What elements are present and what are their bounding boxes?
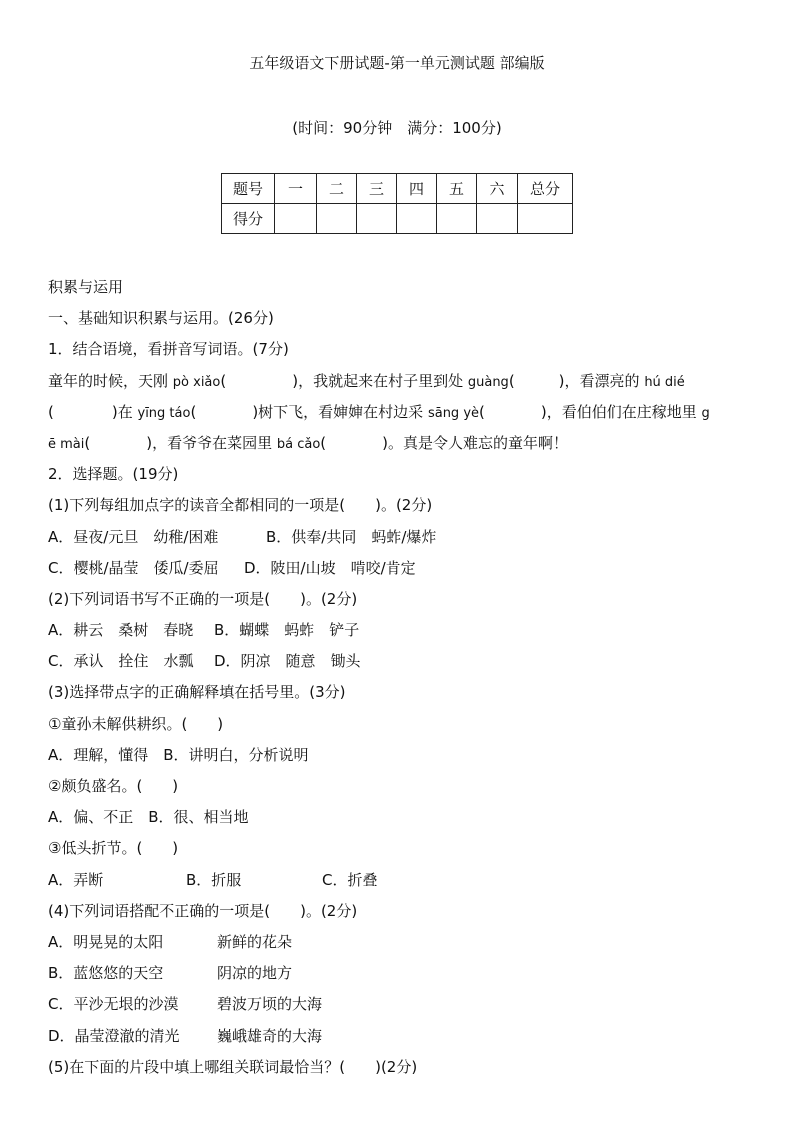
option-c-pair: 碧波万顷的大海: [217, 995, 323, 1014]
pinyin: sāng yè: [427, 405, 480, 421]
sub-question-4: (4)下列词语搭配不正确的一项是( )。(2分): [48, 901, 358, 920]
section-heading: 积累与运用: [48, 278, 124, 296]
question-text: ，看漂亮的: [564, 371, 645, 390]
score-table: [221, 173, 573, 234]
question-text: 在: [117, 402, 138, 421]
options-row: [48, 865, 748, 896]
option-a-pair: 新鲜的花朵: [217, 932, 293, 951]
answer-blank[interactable]: ( ): [84, 433, 153, 452]
score-table-score-row: [222, 204, 573, 234]
pinyin: yīng táo: [137, 405, 191, 421]
score-cell[interactable]: [518, 204, 573, 234]
score-cell[interactable]: [275, 204, 317, 234]
exam-body: [48, 272, 748, 1083]
item-1-options[interactable]: A．理解，懂得 B．讲明白，分析说明: [48, 745, 309, 764]
question-1-title: 1．结合语境，看拼音写词语。(7分): [48, 340, 289, 359]
options-row: [48, 989, 748, 1020]
option-c[interactable]: C．平沙无垠的沙漠: [48, 995, 179, 1014]
pinyin: g: [701, 405, 710, 421]
pinyin: hú dié: [644, 374, 685, 390]
sub-question-2: (2)下列词语书写不正确的一项是( )。(2分): [48, 589, 358, 608]
item-1: ①童孙未解供耕织。( ): [48, 714, 224, 733]
question-2-title: 2．选择题。(19分): [48, 465, 179, 484]
answer-blank[interactable]: ( ): [48, 402, 118, 421]
item-3: ③低头折节。( ): [48, 839, 179, 858]
table-header-cell: 六: [477, 174, 518, 204]
question-text: ，看伯伯们在庄稼地里: [546, 402, 702, 421]
exam-time-score: (时间：90分钟 满分：100分): [292, 119, 502, 137]
option-b[interactable]: B．折服: [186, 870, 242, 889]
page-title: 五年级语文下册试题-第一单元测试题 部编版: [249, 54, 545, 72]
item-2: ②颇负盛名。( ): [48, 777, 179, 795]
pinyin: bá cǎo: [276, 436, 321, 452]
option-b-pair: 阴凉的地方: [217, 964, 293, 983]
option-a[interactable]: A．弄断: [48, 870, 104, 889]
options-row: [48, 646, 748, 677]
question-text: 树下飞，看婶婶在村边采: [258, 402, 428, 421]
sub-question-5: (5)在下面的片段中填上哪组关联词最恰当？( )(2分): [48, 1057, 418, 1076]
score-cell[interactable]: [317, 204, 357, 234]
option-a[interactable]: A．耕云 桑树 春晓: [48, 621, 194, 640]
score-table-header-row: [222, 174, 573, 204]
score-cell[interactable]: [397, 204, 437, 234]
sub-question-1: (1)下列每组加点字的读音全都相同的一项是( )。(2分): [48, 496, 433, 515]
options-row: [48, 927, 748, 958]
table-header-cell: 题号: [222, 174, 275, 204]
question-1-line-3: [48, 428, 748, 459]
part-heading: 一、基础知识积累与运用。(26分): [48, 309, 274, 328]
table-header-cell: 五: [437, 174, 477, 204]
table-header-cell: 总分: [518, 174, 573, 204]
question-1-line-1: [48, 366, 748, 397]
answer-blank[interactable]: ( ): [220, 371, 299, 390]
option-c[interactable]: C．承认 拴住 水瓢: [48, 652, 194, 671]
question-text: 。真是令人难忘的童年啊！: [388, 433, 569, 452]
pinyin: guàng: [467, 374, 509, 390]
option-b[interactable]: B．供奉/共同 蚂蚱/爆炸: [266, 527, 437, 546]
score-cell[interactable]: [477, 204, 518, 234]
option-c[interactable]: C．折叠: [322, 870, 378, 889]
question-1-line-2: [48, 397, 748, 428]
option-d[interactable]: D．陂田/山坡 啃咬/肯定: [244, 558, 416, 577]
table-header-cell: 一: [275, 174, 317, 204]
answer-blank[interactable]: ( ): [479, 402, 547, 421]
options-row: [48, 958, 748, 989]
option-a[interactable]: A．昼夜/元旦 幼稚/困难: [48, 527, 219, 546]
question-text: ，看爷爷在菜园里: [152, 433, 277, 452]
answer-blank[interactable]: ( ): [508, 371, 565, 390]
score-cell[interactable]: [437, 204, 477, 234]
table-header-cell: 三: [357, 174, 397, 204]
answer-blank[interactable]: ( ): [190, 402, 259, 421]
answer-blank[interactable]: ( ): [320, 433, 389, 452]
option-d[interactable]: D．晶莹澄澈的清光: [48, 1026, 180, 1045]
sub-question-3: (3)选择带点字的正确解释填在括号里。(3分): [48, 683, 346, 702]
option-b[interactable]: B．蓝悠悠的天空: [48, 964, 164, 983]
question-text: 童年的时候，天刚: [48, 371, 173, 390]
option-b[interactable]: B．蝴蝶 蚂蚱 铲子: [214, 621, 360, 640]
table-header-cell: 二: [317, 174, 357, 204]
table-row-label: 得分: [222, 204, 275, 234]
option-d-pair: 巍峨雄奇的大海: [217, 1026, 323, 1045]
question-text: ，我就起来在村子里到处: [298, 371, 468, 390]
option-c[interactable]: C．樱桃/晶莹 倭瓜/委屈: [48, 558, 219, 577]
options-row: [48, 522, 748, 553]
pinyin: pò xiǎo: [172, 374, 221, 390]
options-row: [48, 553, 748, 584]
option-d[interactable]: D．阴凉 随意 锄头: [214, 652, 361, 671]
option-a[interactable]: A．明晃晃的太阳: [48, 932, 164, 951]
score-cell[interactable]: [357, 204, 397, 234]
item-2-options[interactable]: A．偏、不正 B．很、相当地: [48, 808, 249, 827]
table-header-cell: 四: [397, 174, 437, 204]
pinyin: ē mài: [48, 436, 85, 452]
options-row: [48, 615, 748, 646]
options-row: [48, 1021, 748, 1052]
